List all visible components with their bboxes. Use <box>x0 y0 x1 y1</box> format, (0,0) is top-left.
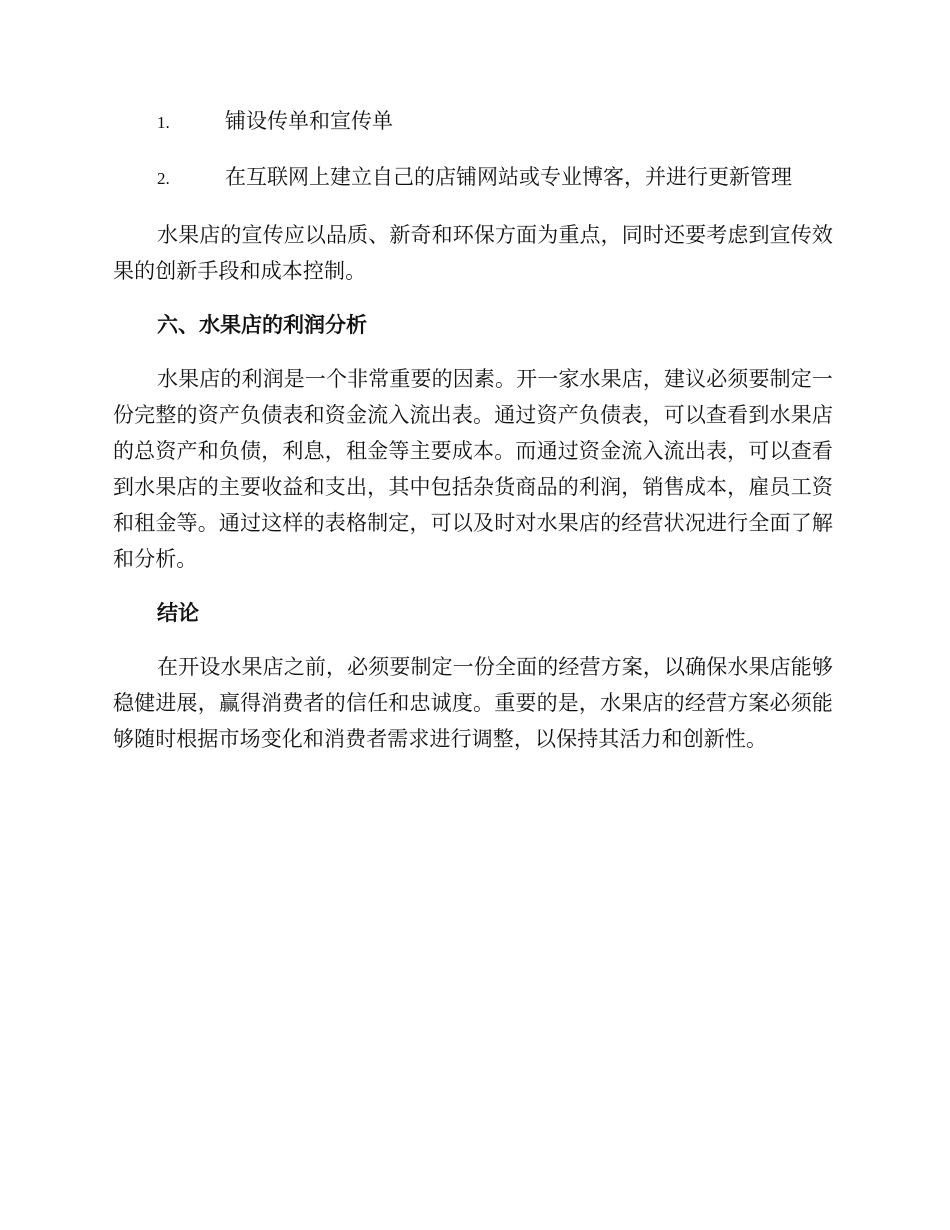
promo-paragraph: 水果店的宣传应以品质、新奇和环保方面为重点，同时还要考虑到宣传效果的创新手段和成本控制。 <box>113 223 833 283</box>
list-number: 1. <box>157 113 170 132</box>
conclusion-paragraph: 在开设水果店之前，必须要制定一份全面的经营方案，以确保水果店能够稳健进展，赢得消费者的信任和忠诚度。重要的是，水果店的经营方案必须能够随时根据市场变化和消费者需求进行调整，以保持其活力和创新性。 <box>113 655 833 751</box>
list-item <box>113 105 833 139</box>
conclusion-heading: 结论 <box>157 601 199 625</box>
list-text: 铺设传单和宣传单 <box>225 109 393 133</box>
list-number: 2. <box>157 169 170 188</box>
profit-section-heading: 六、水果店的利润分析 <box>157 313 367 337</box>
document-page <box>113 105 833 775</box>
profit-paragraph: 水果店的利润是一个非常重要的因素。开一家水果店，建议必须要制定一份完整的资产负债表和资金流入流出表。通过资产负债表，可以查看到水果店的总资产和负债，利息，租金等主要成本。而通过资金流入流出表，可以查看到水果店的主要收益和支出，其中包括杂货商品的利润，销售成本，雇员工资和租金等。通过这样的表格制定，可以及时对水果店的经营状况进行全面了解和分析。 <box>113 367 833 571</box>
list-item <box>113 161 833 195</box>
list-text: 在互联网上建立自己的店铺网站或专业博客，并进行更新管理 <box>225 165 792 189</box>
